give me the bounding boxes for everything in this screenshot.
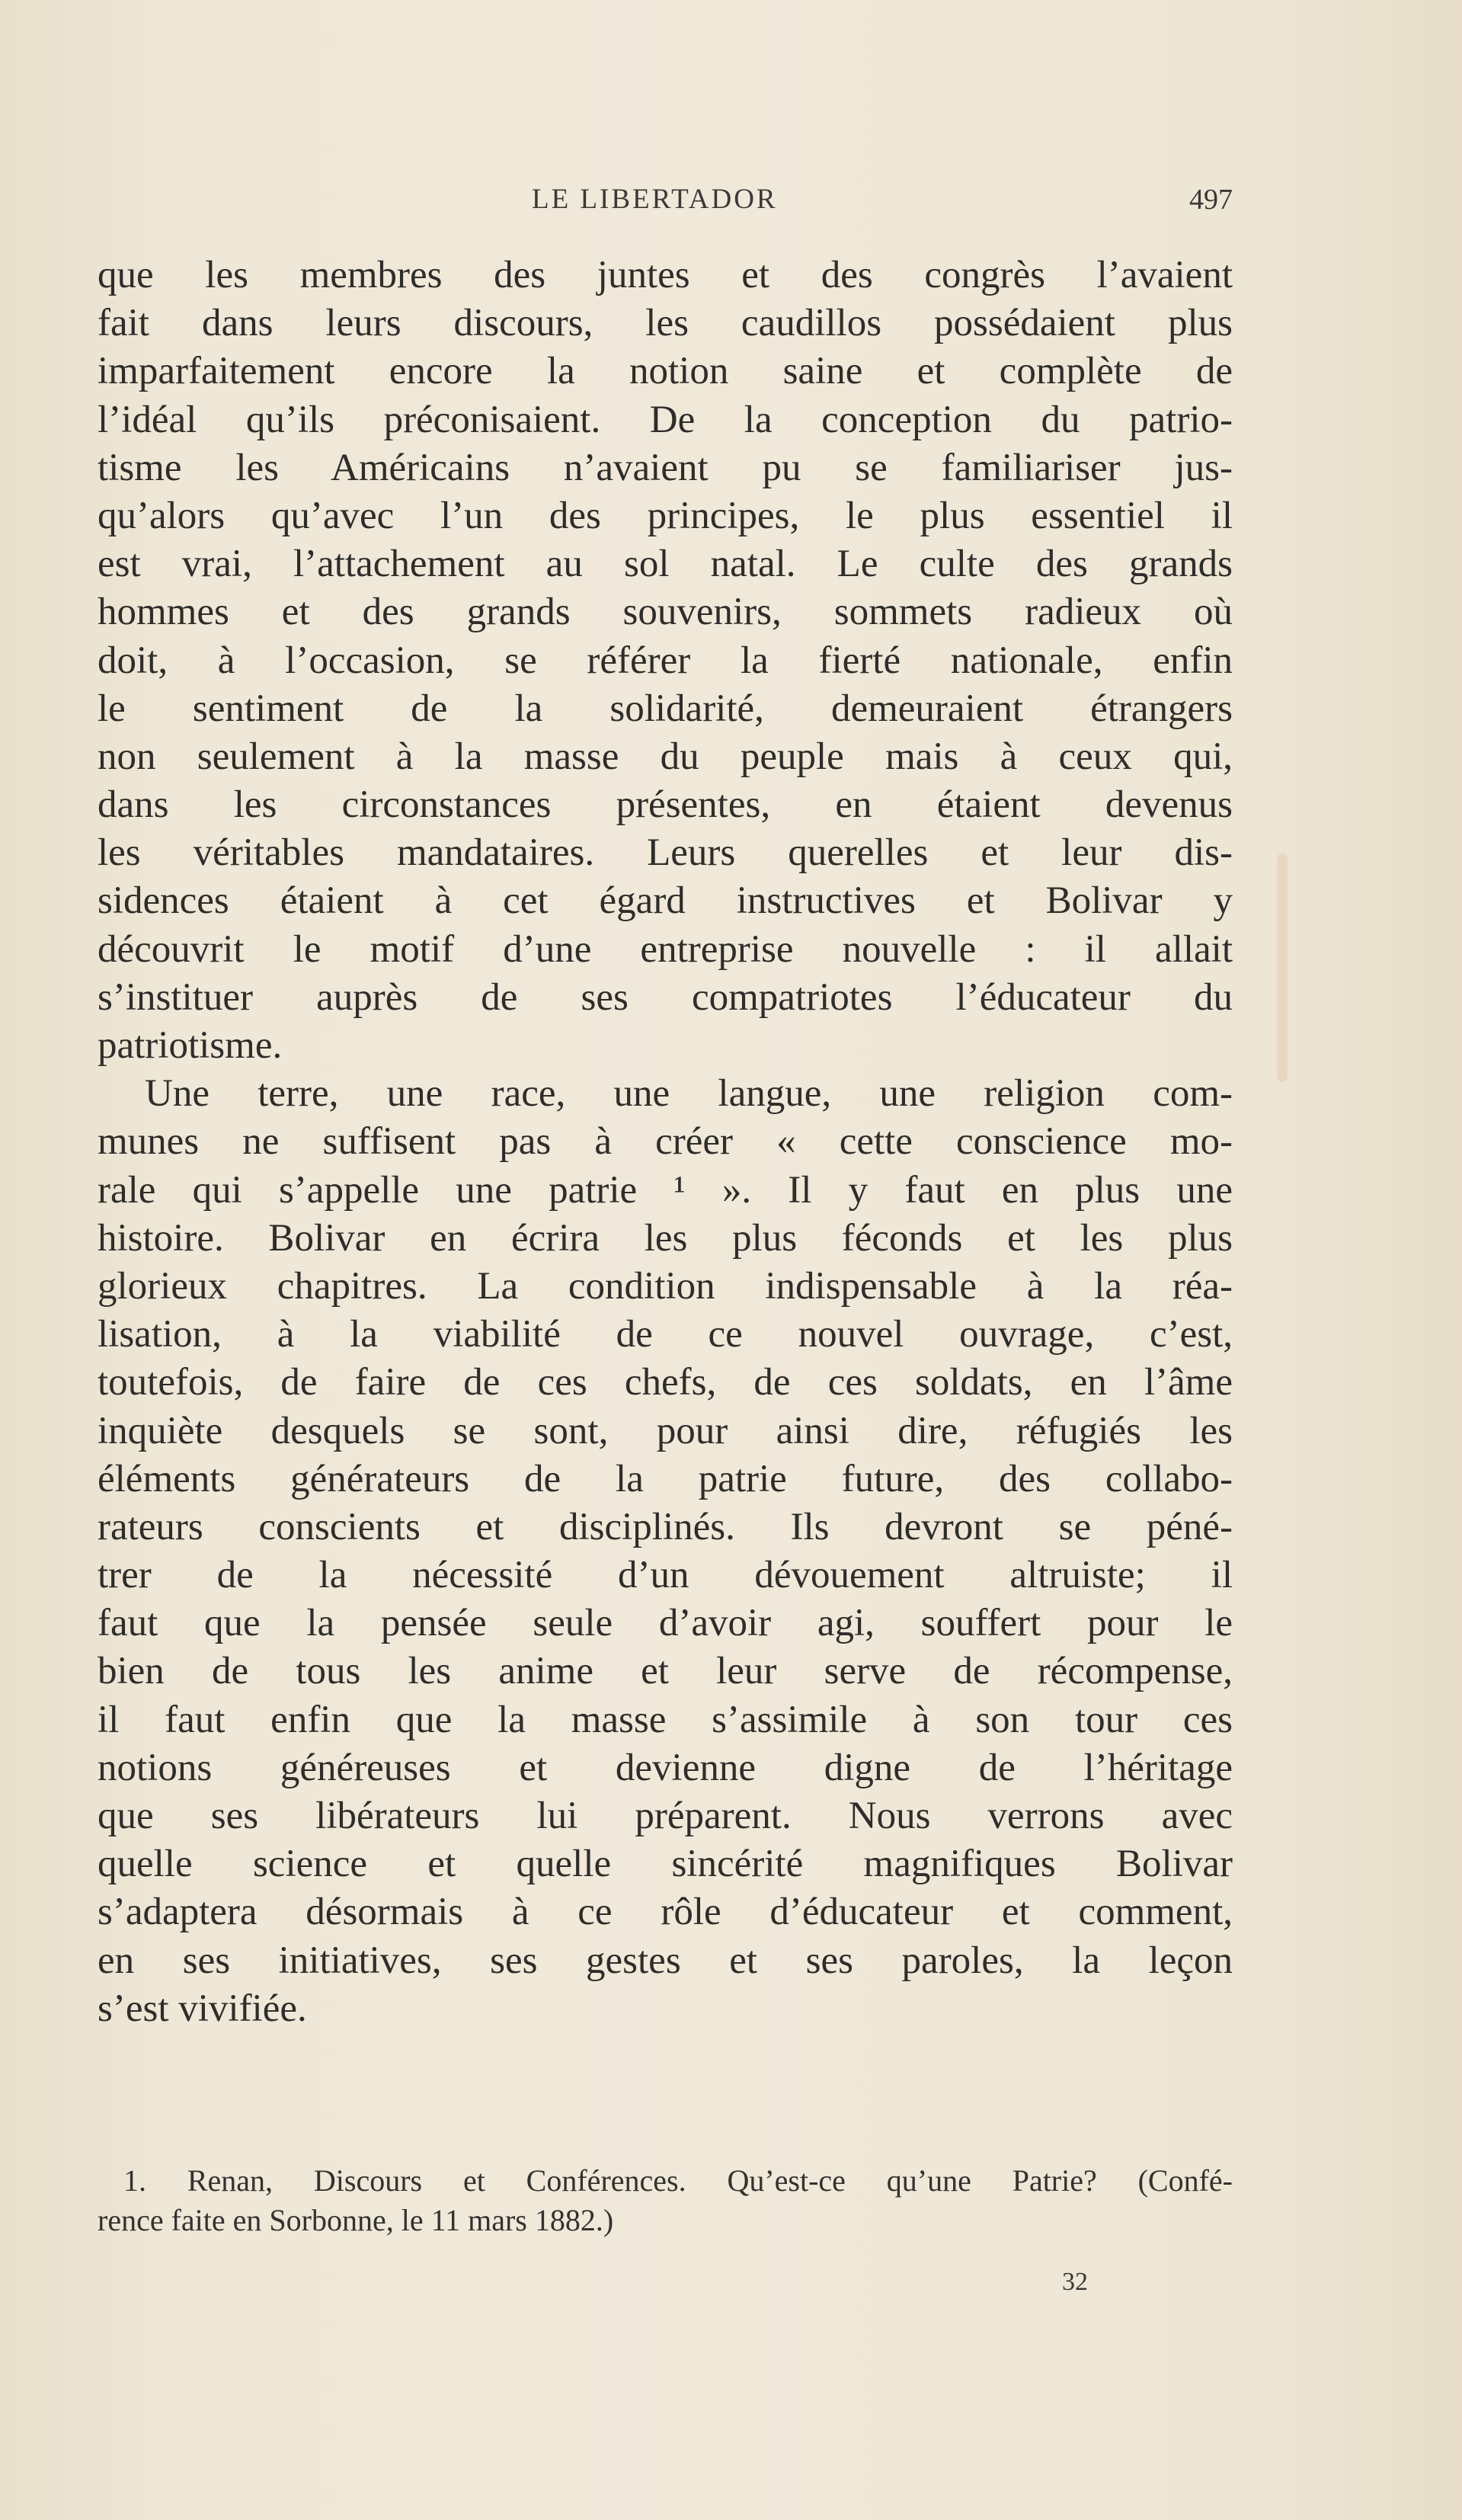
text-line: tisme les Américains n’avaient pu se familiariser jus- (98, 446, 1233, 489)
text-line: histoire. Bolivar en écrira les plus féconds et les plus (98, 1216, 1233, 1260)
text-line: que les membres des juntes et des congrès l’avaient (98, 254, 1233, 296)
running-title: LE LIBERTADOR (532, 184, 778, 215)
text-line: quelle science et quelle sincérité magnifiques Bolivar (98, 1843, 1233, 1886)
text-line: bien de tous les anime et leur serve de récompense, (98, 1650, 1233, 1693)
text-line: que ses libérateurs lui préparent. Nous verrons avec (98, 1795, 1233, 1837)
text-line: sidences étaient à cet égard instructives et Bolivar y (98, 879, 1233, 923)
text-line: rale qui s’appelle une patrie ¹ ». Il y faut en plus une (98, 1168, 1233, 1212)
text-line: lisation, à la viabilité de ce nouvel ouvrage, c’est, (98, 1313, 1233, 1356)
text-line: en ses initiatives, ses gestes et ses paroles, la leçon (98, 1939, 1233, 1982)
text-line: s’est vivifiée. (98, 1987, 307, 2030)
footnote-line: rence faite en Sorbonne, le 11 mars 1882.) (98, 2203, 614, 2237)
text-line: glorieux chapitres. La condition indispensable à la réa- (98, 1264, 1233, 1308)
text-line: doit, à l’occasion, se référer la fierté nationale, enfin (98, 639, 1233, 682)
footnote (98, 2161, 1233, 2240)
running-head (98, 183, 1233, 226)
signature-mark: 32 (1062, 2268, 1088, 2296)
text-line: s’adaptera désormais à ce rôle d’éducateur et comment, (98, 1891, 1233, 1934)
text-line: non seulement à la masse du peuple mais à ceux qui, (98, 735, 1233, 778)
text-line: éléments générateurs de la patrie future, des collabo- (98, 1457, 1233, 1500)
text-line: qu’alors qu’avec l’un des principes, le plus essentiel il (98, 494, 1233, 537)
text-line: Une terre, une race, une langue, une religion com- (145, 1072, 1233, 1116)
text-line: inquiète desquels se sont, pour ainsi dire, réfugiés les (98, 1409, 1233, 1452)
text-line: l’idéal qu’ils préconisaient. De la conception du patrio- (98, 398, 1233, 441)
text-line: il faut enfin que la masse s’assimile à son tour ces (98, 1698, 1233, 1741)
text-line: faut que la pensée seule d’avoir agi, souffert pour le (98, 1602, 1233, 1645)
text-line: est vrai, l’attachement au sol natal. Le culte des grands (98, 543, 1233, 586)
text-line: dans les circonstances présentes, en étaient devenus (98, 783, 1233, 827)
text-line: les véritables mandataires. Leurs querelles et leur dis- (98, 831, 1233, 875)
text-line: découvrit le motif d’une entreprise nouvelle : il allait (98, 927, 1233, 971)
page-stain (1277, 853, 1288, 1082)
text-line: munes ne suffisent pas à créer « cette conscience mo- (98, 1120, 1233, 1164)
text-line: fait dans leurs discours, les caudillos possédaient plus (98, 302, 1233, 345)
text-line: hommes et des grands souvenirs, sommets radieux où (98, 591, 1233, 634)
text-line: le sentiment de la solidarité, demeuraient étrangers (98, 687, 1233, 730)
text-line: notions généreuses et devienne digne de l’héritage (98, 1746, 1233, 1789)
text-line: rateurs conscients et disciplinés. Ils devront se péné- (98, 1505, 1233, 1548)
text-line: trer de la nécessité d’un dévouement altruiste; il (98, 1554, 1233, 1597)
page-number: 497 (1189, 184, 1233, 216)
body-text (98, 251, 1233, 2033)
footnote-line: 1. Renan, Discours et Conférences. Qu’est-ce qu’une Patrie? (Confé- (123, 2163, 1233, 2198)
text-line: patriotisme. (98, 1024, 283, 1067)
text-line: imparfaitement encore la notion saine et complète de (98, 350, 1233, 393)
text-line: s’instituer auprès de ses compatriotes l’éducateur du (98, 975, 1233, 1019)
text-line: toutefois, de faire de ces chefs, de ces soldats, en l’âme (98, 1361, 1233, 1404)
